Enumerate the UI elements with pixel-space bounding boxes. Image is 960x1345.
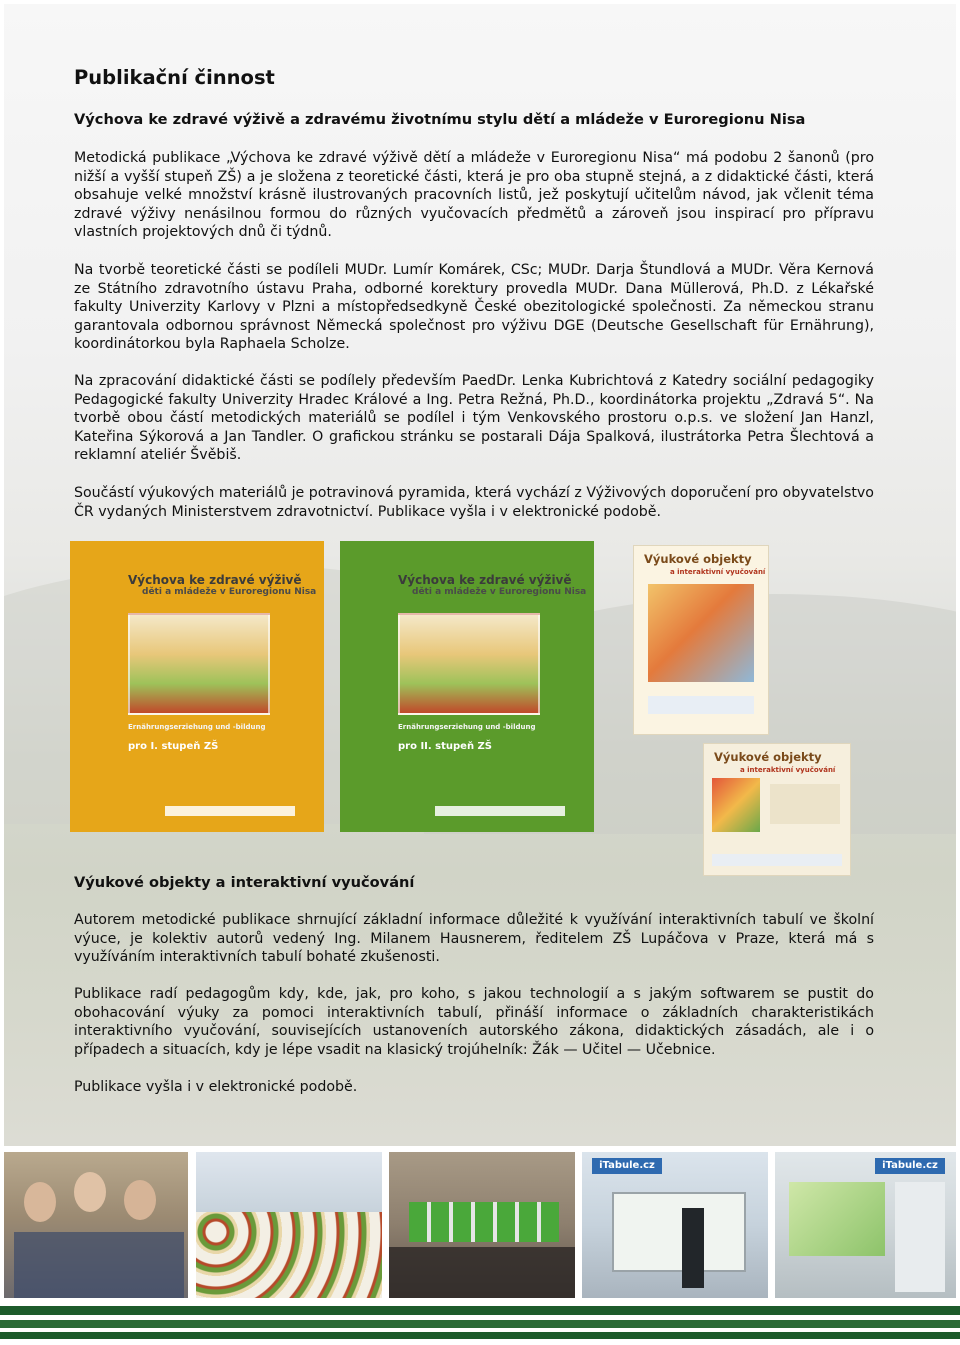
- photo-itabule-board: [775, 1152, 956, 1298]
- book-cover-primary: [70, 541, 324, 832]
- cover-illustration: [712, 778, 760, 832]
- section-title-interactive: Výukové objekty a interaktivní vyučování: [74, 874, 415, 891]
- footer-stripe: [0, 1320, 960, 1328]
- cover-interactive-objects-software: [703, 743, 851, 876]
- cover-logos: [712, 854, 842, 866]
- book-level: pro II. stupeň ZŠ: [398, 741, 493, 752]
- cover-logos: [648, 696, 754, 714]
- photo-group-people: [4, 1152, 188, 1298]
- photo-women-with-books: [389, 1152, 575, 1298]
- book-title: Výchova ke zdravé výživě: [398, 573, 572, 587]
- book-subtitle: děti a mládeže v Euroregionu Nisa: [142, 587, 317, 597]
- cover-title: Výukové objekty: [714, 750, 822, 764]
- cover-text-block: [770, 784, 840, 824]
- paragraph: Součástí výukových materiálů je potravinová pyramida, která vychází z Výživových doporučení pro obyvatelstvo ČR vydaných Ministerstvem zdravotnictví. Publikace vyšla i v elektronické podobě.: [74, 485, 874, 520]
- paragraph: Na tvorbě teoretické části se podíleli MUDr. Lumír Komárek, CSc; MUDr. Darja Štundlová a MUDr. Věra Kernová ze Státního zdravotního ústavu Praha, odborné korektury provedla MUDr. Dana Müllerová, Ph.D. z Lékařské fakulty Univerzity Karlovy v Plzni a místopředsedkyně České obezitologické společnosti. Za německou stranu garantovala odbornou správnost Německá společnost pro výživu DGE (Deutsche Gesellschaft für Ernährung), koordinátorkou byla Raphaela Scholze.: [74, 262, 874, 353]
- book-illustration: [128, 613, 270, 715]
- photo-food-table: [196, 1152, 382, 1298]
- book-level: pro I. stupeň ZŠ: [128, 741, 219, 752]
- book-german-title: Ernährungserziehung und -bildung: [398, 723, 536, 731]
- book-title: Výchova ke zdravé výživě: [128, 573, 302, 587]
- book-logos: [435, 806, 565, 816]
- book-logos: [165, 806, 295, 816]
- paragraph: Na zpracování didaktické části se podílely především PaedDr. Lenka Kubrichtová z Katedry sociální pedagogiky Pedagogické fakulty Univerzity Hradec Králové a Ing. Petra Režná, Ph.D., koordinátorka projektu „Zdravá 5“. Na tvorbě obou částí metodických materiálů se podílel i tým Venkovského prostoru o.p.s. ve složení Jan Hanzl, Kateřina Sýkorová a Jan Tandler. O grafickou stránku se postarali Dája Spalková, ilustrátorka Petra Šlechtová a reklamní ateliér Švěbiš.: [74, 373, 874, 464]
- footer-stripe: [0, 1332, 960, 1339]
- cover-title: Výukové objekty: [644, 552, 752, 566]
- book-subtitle: děti a mládeže v Euroregionu Nisa: [412, 587, 587, 597]
- itabule-sign: iTabule.cz: [592, 1158, 662, 1174]
- book-illustration: [398, 613, 540, 715]
- book-cover-secondary: [340, 541, 594, 832]
- cover-illustration: [648, 584, 754, 682]
- footer-stripe: [0, 1306, 960, 1315]
- itabule-sign: iTabule.cz: [875, 1158, 945, 1174]
- cover-subtitle: a interaktivní vyučování: [740, 766, 836, 774]
- photo-itabule-stand: [582, 1152, 768, 1298]
- page-title: Publikační činnost: [74, 66, 275, 89]
- cover-subtitle: a interaktivní vyučování: [670, 568, 766, 576]
- book-german-title: Ernährungserziehung und -bildung: [128, 723, 266, 731]
- section-title-nutrition: Výchova ke zdravé výživě a zdravému životnímu stylu dětí a mládeže v Euroregionu Nisa: [74, 111, 806, 128]
- paragraph: Publikace vyšla i v elektronické podobě.: [74, 1079, 358, 1095]
- paragraph: Autorem metodické publikace shrnující základní informace důležité k využívání interaktivních tabulí ve školní výuce, je kolektiv autorů vedený Ing. Milanem Hausnerem, ředitelem ZŠ Lupáčova v Praze, která má s využíváním interaktivních tabulí bohaté zkušenosti.: [74, 912, 874, 966]
- paragraph: Publikace radí pedagogům kdy, kde, jak, pro koho, s jakou technologií a s jakým softwarem se pustit do obohacování výuky za pomoci interaktivních tabulí, přináší informace o základních charakteristikách interaktivního vyučování, souvisejících ustanoveních autorského zákona, didaktických zásadách, ale i o případech a situacích, kdy je lépe vsadit na klasický trojúhelník: Žák — Učitel — Učebnice.: [74, 986, 874, 1058]
- cover-interactive-objects: [633, 545, 769, 735]
- paragraph: Metodická publikace „Výchova ke zdravé výživě dětí a mládeže v Euroregionu Nisa“ má podobu 2 šanonů (pro nižší a vyšší stupeň ZŠ) a je složena z teoretické části, která je pro oba stupně stejná, a z didaktické části, která obsahuje velké množství krásně ilustrovaných pracovních listů, jež poskytují učitelům návod, jak včlenit téma zdravé výživy nenásilnou formou do různých vyučovacích předmětů a zároveň jsou inspirací pro přípravu vlastních projektových dnů či týdnů.: [74, 150, 874, 241]
